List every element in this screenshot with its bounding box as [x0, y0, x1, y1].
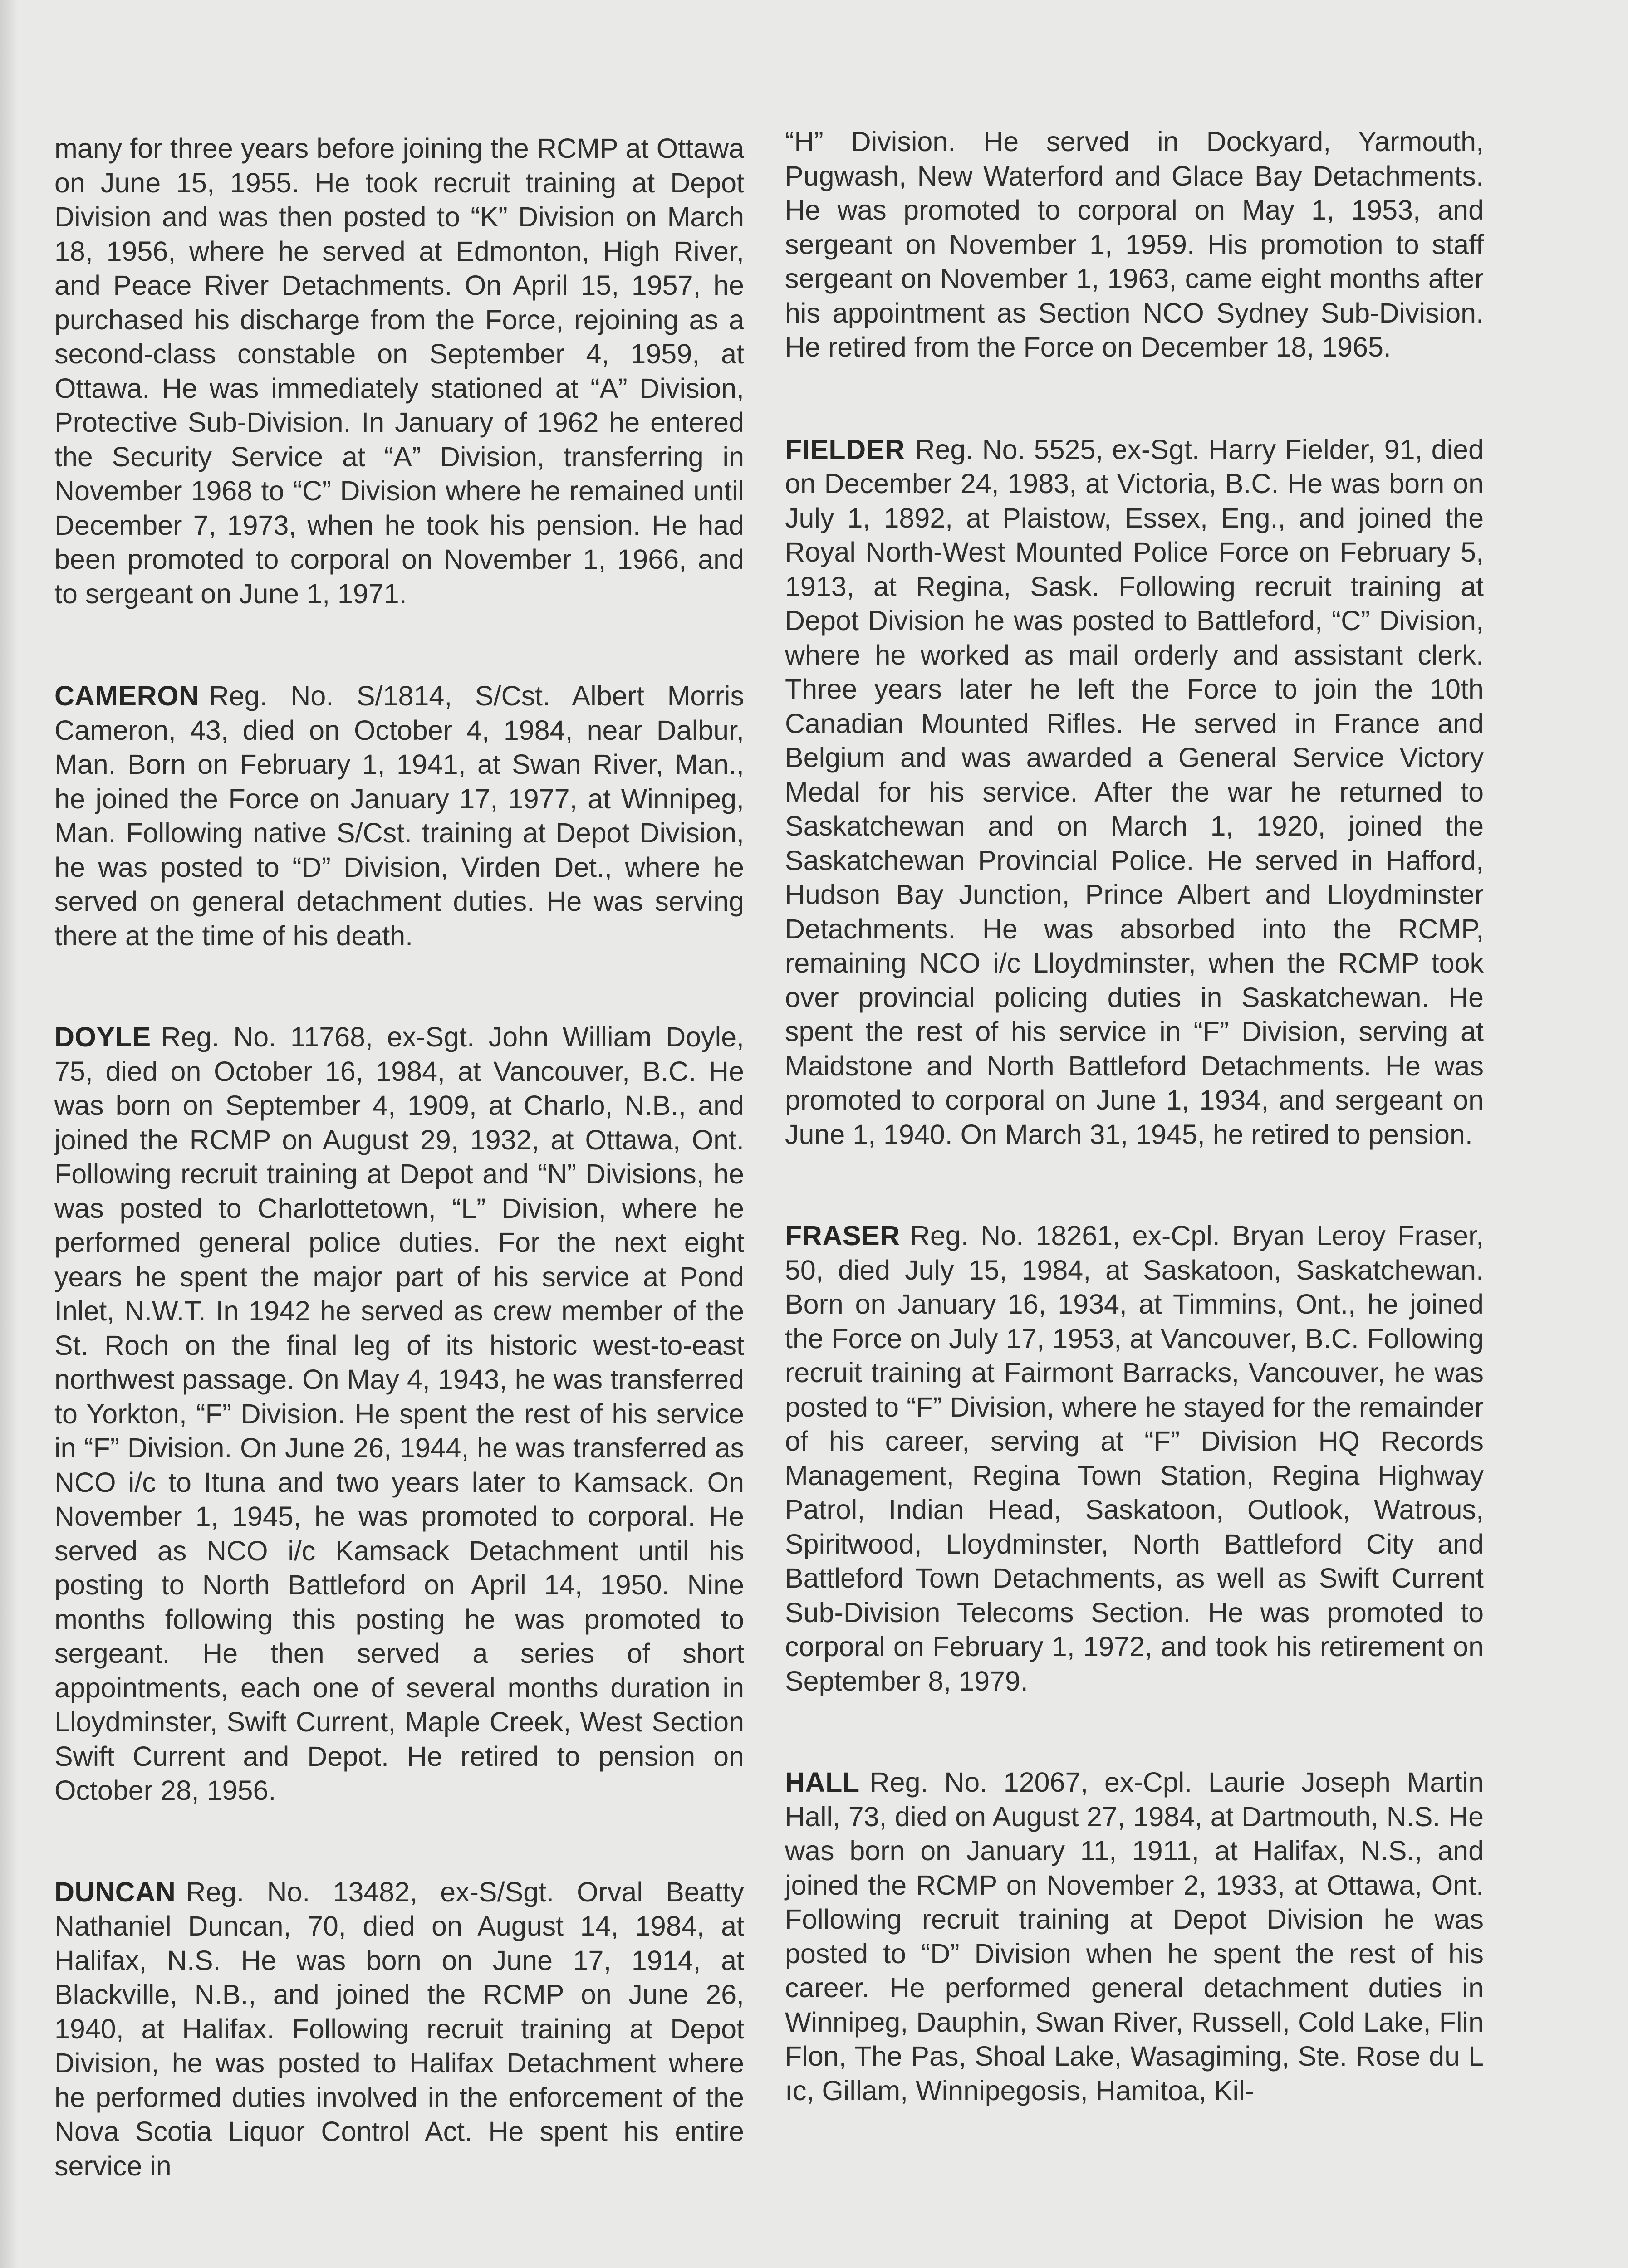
obituary-surname: DUNCAN	[54, 1876, 176, 1907]
obituary-text: Reg. No. 13482, ex-S/Sgt. Orval Beatty Nathaniel Duncan, 70, died on August 14, 1984, at Halifax, N.S. He was born on June 17, 1914, at Blackville, N.B., and joined the RCMP on June 26, 1940, at Halifax. Following recruit training at Depot Division, he was posted to Halifax Detachment where he performed duties involved in the enforcement of the Nova Scotia Liquor Control Act. He spent his entire service in	[54, 1876, 744, 2181]
obituary-surname: CAMERON	[54, 680, 199, 711]
continued-obituary-text: “H” Division. He served in Dockyard, Yarmouth, Pugwash, New Waterford and Glace Bay Detachments. He was promoted to corporal on May 1, 1953, and sergeant on November 1, 1959. His promotion to staff sergeant on November 1, 1963, came eight months after his appointment as Section NCO Sydney Sub-Division. He retired from the Force on December 18, 1965.	[785, 126, 1484, 362]
obituary-entry-cameron	[54, 679, 744, 953]
obituary-entry-hall	[785, 1765, 1484, 2108]
obituary-surname: FIELDER	[785, 434, 905, 465]
obituary-text: Reg. No. S/1814, S/Cst. Albert Morris Cameron, 43, died on October 4, 1984, near Dalbur, Man. Born on February 1, 1941, at Swan River, Man., he joined the Force on January 17, 1977, at Winnipeg, Man. Following native S/Cst. training at Depot Division, he was posted to “D” Division, Virden Det., where he served on general detachment duties. He was serving there at the time of his death.	[54, 680, 744, 951]
continued-obituary-text: many for three years before joining the RCMP at Ottawa on June 15, 1955. He took recruit training at Depot Division and was then posted to “K” Division on March 18, 1956, where he served at Edmonton, High River, and Peace River Detachments. On April 15, 1957, he purchased his discharge from the Force, rejoining as a second-class constable on September 4, 1959, at Ottawa. He was immediately stationed at “A” Division, Protective Sub-Division. In January of 1962 he entered the Security Service at “A” Division, transferring in November 1968 to “C” Division where he remained until December 7, 1973, when he took his pension. He had been promoted to corporal on November 1, 1966, and to sergeant on June 1, 1971.	[54, 133, 744, 609]
obituary-entry-fraser	[785, 1219, 1484, 1698]
obituary-entry-duncan	[54, 1875, 744, 2184]
left-column	[54, 132, 744, 2250]
obituary-text: Reg. No. 12067, ex-Cpl. Laurie Joseph Martin Hall, 73, died on August 27, 1984, at Dartmouth, N.S. He was born on January 11, 1911, at Halifax, N.S., and joined the RCMP on November 2, 1933, at Ottawa, Ont. Following recruit training at Depot Division he was posted to “D” Division when he spent the rest of his career. He performed general detachment duties in Winnipeg, Dauphin, Swan River, Russell, Cold Lake, Flin Flon, The Pas, Shoal Lake, Wasagiming, Ste. Rose du L ıc, Gillam, Winnipegosis, Hamitoa, Kil-	[785, 1767, 1484, 2106]
obituary-surname: FRASER	[785, 1220, 900, 1251]
obituary-surname: HALL	[785, 1767, 860, 1798]
right-column	[785, 125, 1484, 2175]
obituary-entry-doyle	[54, 1020, 744, 1808]
obituary-text: Reg. No. 5525, ex-Sgt. Harry Fielder, 91, died on December 24, 1983, at Victoria, B.C. He was born on July 1, 1892, at Plaistow, Essex, Eng., and joined the Royal North-West Mounted Police Force on February 5, 1913, at Regina, Sask. Following recruit training at Depot Division he was posted to Battleford, “C” Division, where he worked as mail orderly and assistant clerk. Three years later he left the Force to join the 10th Canadian Mounted Rifles. He served in France and Belgium and was awarded a General Service Victory Medal for his service. After the war he returned to Saskatchewan and on March 1, 1920, joined the Saskatchewan Provincial Police. He served in Hafford, Hudson Bay Junction, Prince Albert and Lloydminster Detachments. He was absorbed into the RCMP, remaining NCO i/c Lloydminster, when the RCMP took over provincial policing duties in Saskatchewan. He spent the rest of his service in “F” Division, serving at Maidstone and North Battleford Detachments. He was promoted to corporal on June 1, 1934, and sergeant on June 1, 1940. On March 31, 1945, he retired to pension.	[785, 434, 1484, 1150]
obituary-text: Reg. No. 18261, ex-Cpl. Bryan Leroy Fraser, 50, died July 15, 1984, at Saskatoon, Saskatchewan. Born on January 16, 1934, at Timmins, Ont., he joined the Force on July 17, 1953, at Vancouver, B.C. Following recruit training at Fairmont Barracks, Vancouver, he was posted to “F” Division, where he stayed for the remainder of his career, serving at “F” Division HQ Records Management, Regina Town Station, Regina Highway Patrol, Indian Head, Saskatoon, Outlook, Watrous, Spiritwood, Lloydminster, North Battleford City and Battleford Town Detachments, as well as Swift Current Sub-Division Telecoms Section. He was promoted to corporal on February 1, 1972, and took his retirement on September 8, 1979.	[785, 1220, 1484, 1696]
obituary-surname: DOYLE	[54, 1022, 151, 1052]
obituary-text: Reg. No. 11768, ex-Sgt. John William Doyle, 75, died on October 16, 1984, at Vancouver, B.C. He was born on September 4, 1909, at Charlo, N.B., and joined the RCMP on August 29, 1932, at Ottawa, Ont. Following recruit training at Depot and “N” Divisions, he was posted to Charlottetown, “L” Division, where he performed general police duties. For the next eight years he spent the major part of his service at Pond Inlet, N.W.T. In 1942 he served as crew member of the St. Roch on the final leg of its historic west-to-east northwest passage. On May 4, 1943, he was transferred to Yorkton, “F” Division. He spent the rest of his service in “F” Division. On June 26, 1944, he was transferred as NCO i/c to Ituna and two years later to Kamsack. On November 1, 1945, he was promoted to corporal. He served as NCO i/c Kamsack Detachment until his posting to North Battleford on April 14, 1950. Nine months following this posting he was promoted to sergeant. He then served a series of short appointments, each one of several months duration in Lloydminster, Swift Current, Maple Creek, West Section Swift Current and Depot. He retired to pension on October 28, 1956.	[54, 1022, 744, 1806]
page-gutter-shadow	[0, 0, 18, 2268]
obituary-entry-fielder	[785, 433, 1484, 1152]
